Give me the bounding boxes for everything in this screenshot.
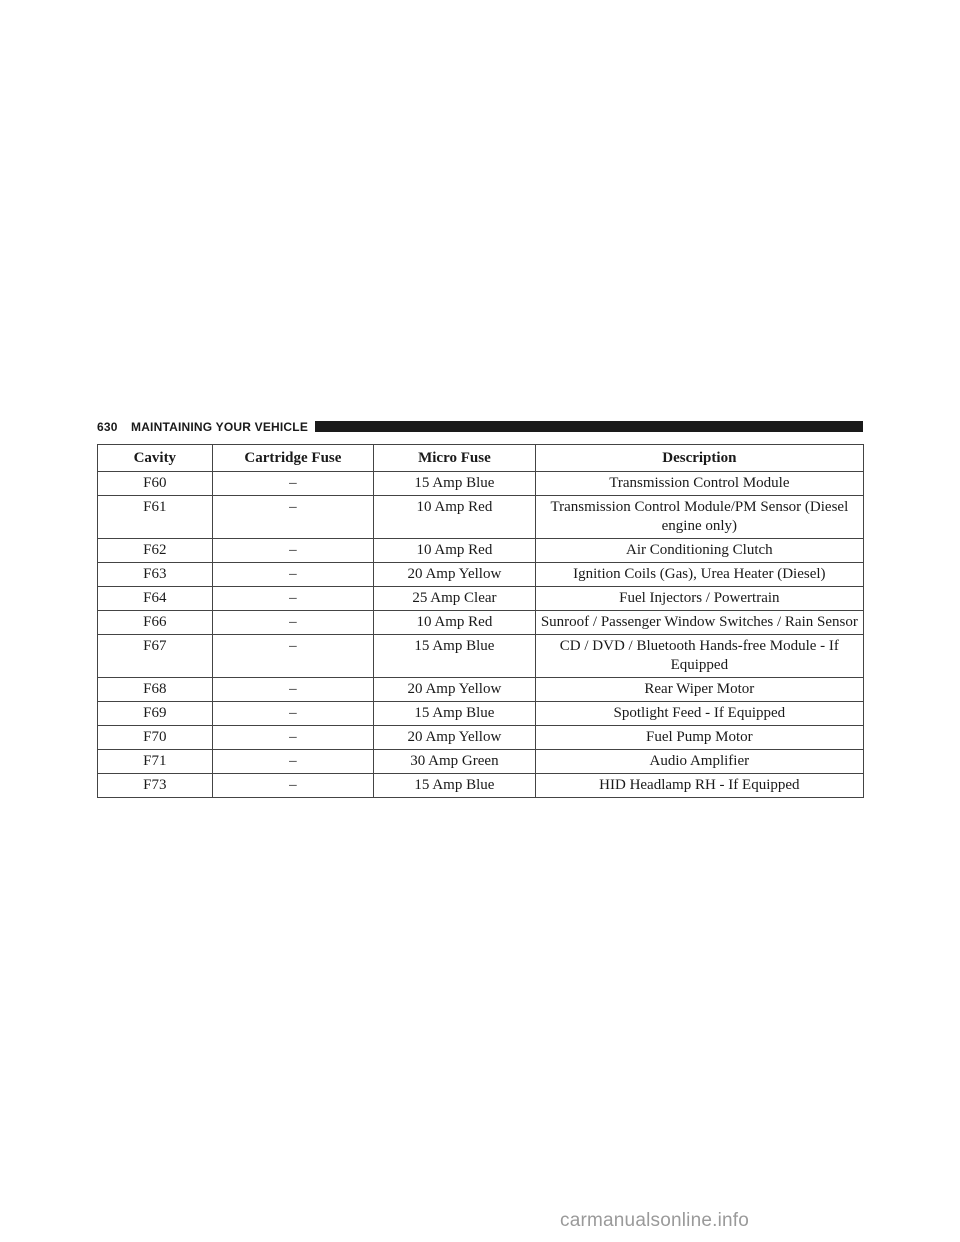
cell-description: Ignition Coils (Gas), Urea Heater (Diesel) (535, 563, 863, 587)
cell-cavity: F73 (98, 774, 213, 798)
cell-micro-fuse: 30 Amp Green (374, 750, 536, 774)
cell-cavity: F61 (98, 496, 213, 539)
page-header (97, 418, 863, 436)
cell-cartridge-fuse: – (212, 750, 374, 774)
fuse-table (97, 444, 864, 798)
column-header-description: Description (535, 445, 863, 472)
cell-cartridge-fuse: – (212, 678, 374, 702)
cell-cartridge-fuse: – (212, 563, 374, 587)
cell-description: Fuel Pump Motor (535, 726, 863, 750)
cell-micro-fuse: 20 Amp Yellow (374, 563, 536, 587)
cell-cavity: F67 (98, 635, 213, 678)
cell-cavity: F69 (98, 702, 213, 726)
cell-description: Transmission Control Module (535, 472, 863, 496)
cell-cartridge-fuse: – (212, 496, 374, 539)
cell-cavity: F66 (98, 611, 213, 635)
watermark: carmanualsonline.info (560, 1210, 750, 1231)
column-header-cavity: Cavity (98, 445, 213, 472)
column-header-micro-fuse: Micro Fuse (374, 445, 536, 472)
table-row (98, 750, 864, 774)
cell-cartridge-fuse: – (212, 635, 374, 678)
cell-cartridge-fuse: – (212, 774, 374, 798)
cell-description: Air Conditioning Clutch (535, 539, 863, 563)
cell-description: HID Headlamp RH - If Equipped (535, 774, 863, 798)
table-row (98, 472, 864, 496)
cell-description: Transmission Control Module/PM Sensor (Diesel engine only) (535, 496, 863, 539)
header-rule (315, 421, 863, 432)
cell-cartridge-fuse: – (212, 726, 374, 750)
cell-micro-fuse: 25 Amp Clear (374, 587, 536, 611)
cell-micro-fuse: 10 Amp Red (374, 611, 536, 635)
table-row (98, 611, 864, 635)
table-row (98, 678, 864, 702)
table-row (98, 587, 864, 611)
table-row (98, 635, 864, 678)
cell-micro-fuse: 15 Amp Blue (374, 774, 536, 798)
table-row (98, 726, 864, 750)
cell-description: Audio Amplifier (535, 750, 863, 774)
cell-cartridge-fuse: – (212, 472, 374, 496)
cell-cartridge-fuse: – (212, 539, 374, 563)
cell-cavity: F63 (98, 563, 213, 587)
table-row (98, 496, 864, 539)
cell-cavity: F64 (98, 587, 213, 611)
cell-description: Sunroof / Passenger Window Switches / Rain Sensor (535, 611, 863, 635)
cell-description: Rear Wiper Motor (535, 678, 863, 702)
table-header-row (98, 445, 864, 472)
table-row (98, 702, 864, 726)
cell-micro-fuse: 15 Amp Blue (374, 635, 536, 678)
cell-cartridge-fuse: – (212, 587, 374, 611)
cell-cavity: F62 (98, 539, 213, 563)
cell-micro-fuse: 15 Amp Blue (374, 472, 536, 496)
table-body (98, 472, 864, 798)
cell-micro-fuse: 20 Amp Yellow (374, 726, 536, 750)
cell-cavity: F68 (98, 678, 213, 702)
column-header-cartridge-fuse: Cartridge Fuse (212, 445, 374, 472)
cell-cavity: F60 (98, 472, 213, 496)
cell-description: Fuel Injectors / Powertrain (535, 587, 863, 611)
cell-micro-fuse: 20 Amp Yellow (374, 678, 536, 702)
cell-description: Spotlight Feed - If Equipped (535, 702, 863, 726)
section-title: MAINTAINING YOUR VEHICLE (131, 420, 309, 434)
table-row (98, 774, 864, 798)
cell-cartridge-fuse: – (212, 611, 374, 635)
cell-micro-fuse: 10 Amp Red (374, 496, 536, 539)
page-number: 630 (97, 420, 118, 434)
cell-description: CD / DVD / Bluetooth Hands-free Module - If Equipped (535, 635, 863, 678)
cell-cavity: F70 (98, 726, 213, 750)
cell-cartridge-fuse: – (212, 702, 374, 726)
cell-micro-fuse: 10 Amp Red (374, 539, 536, 563)
cell-cavity: F71 (98, 750, 213, 774)
cell-micro-fuse: 15 Amp Blue (374, 702, 536, 726)
table-row (98, 563, 864, 587)
table-row (98, 539, 864, 563)
